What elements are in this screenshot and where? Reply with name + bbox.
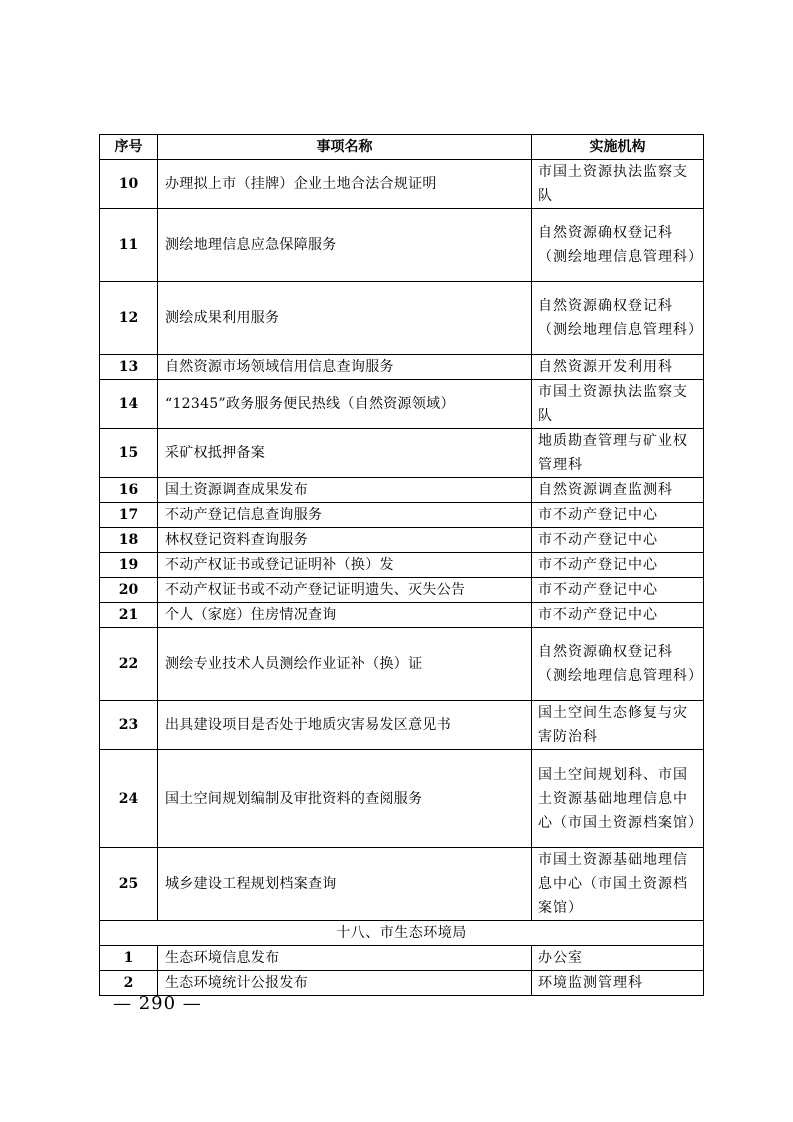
row-implementing-agency: 自然资源确权登记科（测绘地理信息管理科） <box>532 628 704 701</box>
table-row <box>100 848 704 921</box>
table-row <box>100 209 704 282</box>
row-item-name: 测绘成果利用服务 <box>158 282 532 355</box>
table-header-row <box>100 135 704 160</box>
table-row <box>100 503 704 528</box>
row-implementing-agency: 市国土资源基础地理信息中心（市国土资源档案馆） <box>532 848 704 921</box>
row-item-name: 不动产权证书或不动产登记证明遗失、灭失公告 <box>158 578 532 603</box>
row-implementing-agency: 自然资源开发利用科 <box>532 355 704 380</box>
table-row <box>100 478 704 503</box>
row-implementing-agency: 环境监测管理科 <box>532 971 704 996</box>
section-header-row <box>100 921 704 946</box>
service-items-table <box>99 134 704 996</box>
table-row <box>100 553 704 578</box>
row-implementing-agency: 市不动产登记中心 <box>532 503 704 528</box>
row-item-name: 林权登记资料查询服务 <box>158 528 532 553</box>
table-row <box>100 578 704 603</box>
row-item-name: 出具建设项目是否处于地质灾害易发区意见书 <box>158 701 532 750</box>
table-row <box>100 160 704 209</box>
row-implementing-agency: 地质勘查管理与矿业权管理科 <box>532 429 704 478</box>
row-item-name: 测绘专业技术人员测绘作业证补（换）证 <box>158 628 532 701</box>
row-item-name: 国土资源调查成果发布 <box>158 478 532 503</box>
row-serial-number: 16 <box>100 478 158 503</box>
row-implementing-agency: 国土空间生态修复与灾害防治科 <box>532 701 704 750</box>
row-item-name: 办理拟上市（挂牌）企业土地合法合规证明 <box>158 160 532 209</box>
row-implementing-agency: 国土空间规划科、市国土资源基础地理信息中心（市国土资源档案馆） <box>532 750 704 848</box>
row-implementing-agency: 自然资源确权登记科（测绘地理信息管理科） <box>532 209 704 282</box>
row-serial-number: 25 <box>100 848 158 921</box>
page-number: — 290 — <box>113 993 202 1014</box>
row-serial-number: 24 <box>100 750 158 848</box>
row-implementing-agency: 自然资源调查监测科 <box>532 478 704 503</box>
row-item-name: “12345”政务服务便民热线（自然资源领域） <box>158 380 532 429</box>
table-row <box>100 380 704 429</box>
row-serial-number: 15 <box>100 429 158 478</box>
row-serial-number: 20 <box>100 578 158 603</box>
row-serial-number: 14 <box>100 380 158 429</box>
row-serial-number: 2 <box>100 971 158 996</box>
row-serial-number: 17 <box>100 503 158 528</box>
row-serial-number: 12 <box>100 282 158 355</box>
row-serial-number: 18 <box>100 528 158 553</box>
row-implementing-agency: 市不动产登记中心 <box>532 553 704 578</box>
row-item-name: 国土空间规划编制及审批资料的查阅服务 <box>158 750 532 848</box>
row-serial-number: 21 <box>100 603 158 628</box>
row-implementing-agency: 自然资源确权登记科（测绘地理信息管理科） <box>532 282 704 355</box>
table-row <box>100 355 704 380</box>
table-row <box>100 750 704 848</box>
row-serial-number: 22 <box>100 628 158 701</box>
row-item-name: 生态环境信息发布 <box>158 946 532 971</box>
table-row <box>100 946 704 971</box>
row-item-name: 采矿权抵押备案 <box>158 429 532 478</box>
row-serial-number: 1 <box>100 946 158 971</box>
table-row <box>100 282 704 355</box>
row-item-name: 不动产登记信息查询服务 <box>158 503 532 528</box>
row-item-name: 不动产权证书或登记证明补（换）发 <box>158 553 532 578</box>
header-implementing-agency: 实施机构 <box>532 135 704 160</box>
row-item-name: 自然资源市场领域信用信息查询服务 <box>158 355 532 380</box>
table-row <box>100 628 704 701</box>
header-serial-number: 序号 <box>100 135 158 160</box>
row-serial-number: 10 <box>100 160 158 209</box>
table-row <box>100 528 704 553</box>
row-item-name: 测绘地理信息应急保障服务 <box>158 209 532 282</box>
row-implementing-agency: 市国土资源执法监察支队 <box>532 380 704 429</box>
table-row <box>100 429 704 478</box>
row-serial-number: 23 <box>100 701 158 750</box>
row-implementing-agency: 市国土资源执法监察支队 <box>532 160 704 209</box>
section-title: 十八、市生态环境局 <box>100 921 704 946</box>
row-serial-number: 13 <box>100 355 158 380</box>
row-implementing-agency: 市不动产登记中心 <box>532 528 704 553</box>
row-implementing-agency: 市不动产登记中心 <box>532 578 704 603</box>
row-item-name: 生态环境统计公报发布 <box>158 971 532 996</box>
table-row <box>100 701 704 750</box>
row-implementing-agency: 市不动产登记中心 <box>532 603 704 628</box>
table-row <box>100 603 704 628</box>
row-item-name: 城乡建设工程规划档案查询 <box>158 848 532 921</box>
header-item-name: 事项名称 <box>158 135 532 160</box>
row-serial-number: 11 <box>100 209 158 282</box>
row-item-name: 个人（家庭）住房情况查询 <box>158 603 532 628</box>
row-implementing-agency: 办公室 <box>532 946 704 971</box>
row-serial-number: 19 <box>100 553 158 578</box>
table-body <box>100 160 704 996</box>
